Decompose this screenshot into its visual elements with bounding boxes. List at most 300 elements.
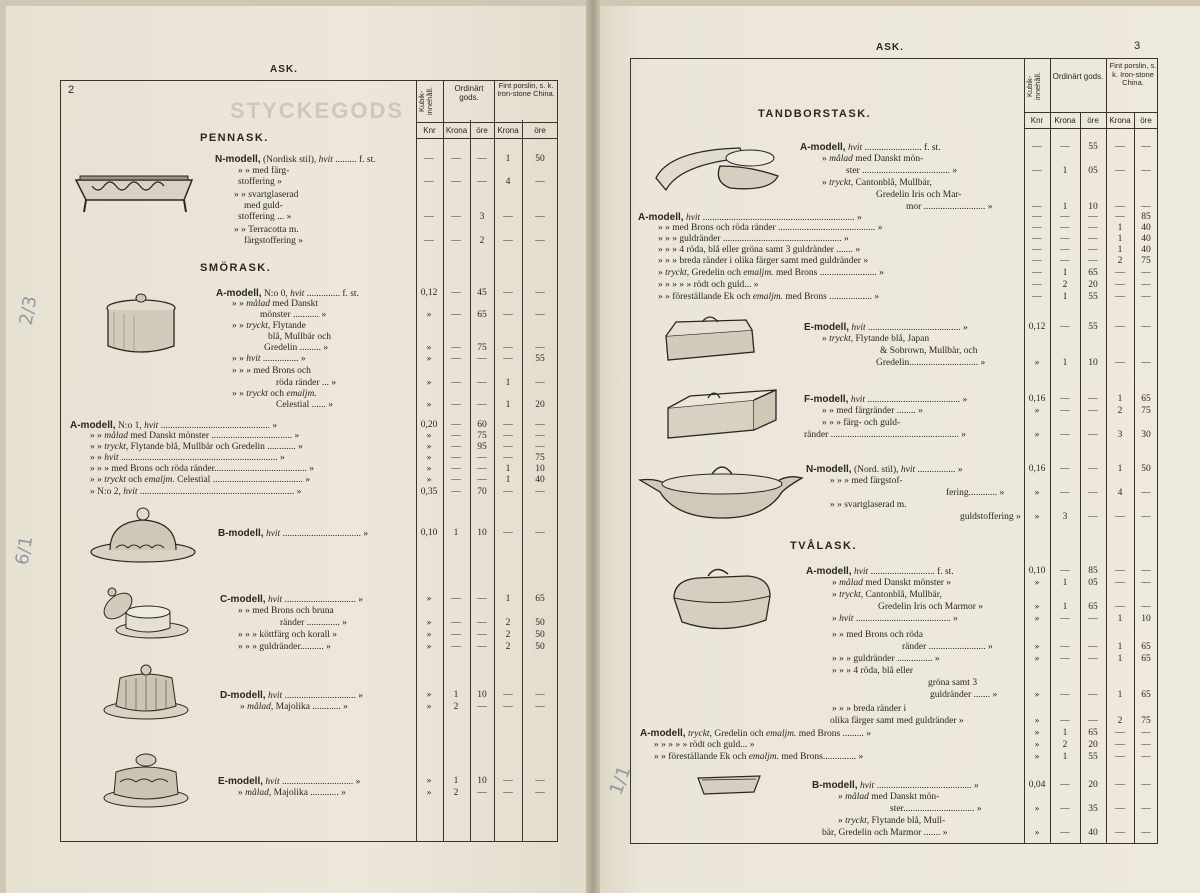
left-col-ordinary: Ordinärt gods. [454, 84, 484, 102]
price-cell: » [426, 354, 432, 364]
price-cell: 40 [535, 475, 545, 485]
price-cell: — [1060, 406, 1070, 416]
price-cell: » [426, 378, 432, 388]
item-description: Celestial ...... » [276, 400, 333, 410]
price-cell: — [1115, 358, 1125, 368]
price-cell: — [503, 343, 513, 353]
right-col-divider [1050, 58, 1051, 844]
price-cell: — [1060, 234, 1070, 244]
price-cell: » [1034, 602, 1040, 612]
price-cell: 2 [453, 788, 459, 798]
price-cell: 20 [1088, 780, 1098, 790]
item-description: » » tryckt och emaljm. Celestial ...................................... » [90, 475, 311, 485]
price-cell: — [451, 475, 461, 485]
price-cell: — [1115, 166, 1125, 176]
price-cell: 50 [535, 642, 545, 652]
price-cell: — [1088, 394, 1098, 404]
butter-dish-c-illustration [96, 584, 192, 644]
price-cell: 65 [1141, 654, 1151, 664]
left-col-divider [494, 80, 495, 842]
price-cell: » [426, 788, 432, 798]
butter-dish-d-illustration [100, 660, 192, 724]
price-cell: — [535, 177, 545, 187]
price-cell: — [1115, 752, 1125, 762]
right-col-ordinary: Ordinärt gods. [1052, 72, 1104, 81]
price-cell: — [1088, 642, 1098, 652]
price-cell: — [1115, 804, 1125, 814]
price-cell: — [1141, 578, 1151, 588]
price-cell: — [503, 442, 513, 452]
price-cell: 0,04 [1028, 780, 1046, 790]
item-description: » » Terracotta m. [234, 225, 299, 235]
price-cell: — [1088, 245, 1098, 255]
right-page-header: ASK. [876, 42, 904, 53]
item-description: stoffering » [238, 177, 282, 187]
price-cell: — [1060, 430, 1070, 440]
right-sub-col: Krona [1109, 116, 1131, 125]
price-cell: 45 [477, 288, 487, 298]
price-cell: — [1115, 578, 1125, 588]
price-cell: — [1088, 654, 1098, 664]
right-sub-col: öre [1140, 116, 1152, 125]
price-cell: — [535, 288, 545, 298]
item-description: blå, Mullbär och [268, 332, 332, 342]
price-cell: — [1032, 202, 1042, 212]
price-cell: 05 [1088, 166, 1098, 176]
price-cell: — [503, 212, 513, 222]
price-cell: — [535, 702, 545, 712]
price-cell: — [535, 343, 545, 353]
item-description: ränder ...................................................... » [804, 430, 967, 440]
price-cell: 2 [479, 236, 485, 246]
price-cell: 1 [1062, 602, 1068, 612]
item-description: » tryckt, Flytande blå, Japan [822, 334, 930, 344]
item-description: » » » färg- och guld- [822, 418, 901, 428]
item-description: » » svartglaserad m. [830, 500, 907, 510]
price-cell: — [1088, 488, 1098, 498]
item-description: » målad med Danskt mön- [822, 154, 924, 164]
price-cell: — [1060, 804, 1070, 814]
left-page-header: ASK. [270, 64, 298, 75]
price-cell: — [451, 594, 461, 604]
item-description: » » tryckt, Flytande [232, 321, 306, 331]
price-cell: 3 [1117, 430, 1123, 440]
price-cell: — [503, 788, 513, 798]
price-cell: — [1060, 654, 1070, 664]
section-title: TVÅLASK. [790, 540, 857, 552]
price-cell: 75 [535, 453, 545, 463]
price-cell: — [451, 642, 461, 652]
price-cell: — [1141, 202, 1151, 212]
price-cell: — [535, 431, 545, 441]
left-col-fine: Fint porslin, s. k. Iron-stone China. [497, 81, 555, 98]
price-cell: 0,10 [1028, 566, 1046, 576]
price-cell: — [1141, 142, 1151, 152]
item-description: » målad med Danskt mönster » [832, 578, 952, 588]
price-cell: 0,10 [420, 528, 438, 538]
price-cell: — [451, 487, 461, 497]
price-cell: — [1141, 828, 1151, 838]
item-description: » målad, Majolika ............ » [240, 702, 348, 712]
price-cell: — [1141, 602, 1151, 612]
price-cell: — [424, 177, 434, 187]
price-cell: — [1115, 292, 1125, 302]
toothbrush-box-f-illustration [664, 380, 780, 442]
price-cell: — [503, 702, 513, 712]
price-cell: — [1141, 728, 1151, 738]
price-cell: — [1060, 828, 1070, 838]
price-cell: — [477, 702, 487, 712]
price-cell: — [1088, 512, 1098, 522]
item-description: » » målad med Danskt mönster .................................. » [90, 431, 300, 441]
price-cell: » [1034, 804, 1040, 814]
price-cell: — [1088, 406, 1098, 416]
item-description: guldstoffering » [960, 512, 1021, 522]
price-cell: — [1032, 292, 1042, 302]
item-description: » » » guldränder.......... » [238, 642, 331, 652]
price-cell: 20 [535, 400, 545, 410]
price-cell: » [1034, 512, 1040, 522]
price-cell: 1 [1062, 292, 1068, 302]
item-description: » » » breda ränder i olika färger samt med guldränder » [658, 256, 869, 266]
price-cell: — [1115, 566, 1125, 576]
price-cell: 2 [1117, 716, 1123, 726]
item-description: fering............ » [946, 488, 1005, 498]
price-cell: — [477, 475, 487, 485]
item-description: A-modell, hvit ........................... f. st. [806, 566, 954, 577]
price-cell: — [535, 212, 545, 222]
item-description: färgstoffering » [244, 236, 304, 246]
item-description: bär, Gredelin och Marmor ....... » [822, 828, 948, 838]
price-cell: — [451, 236, 461, 246]
section-title: TANDBORSTASK. [758, 108, 872, 120]
price-cell: — [503, 487, 513, 497]
price-cell: 40 [1141, 234, 1151, 244]
price-cell: 55 [1088, 292, 1098, 302]
price-cell: — [451, 453, 461, 463]
price-cell: » [1034, 358, 1040, 368]
item-description: E-modell, hvit .............................. » [218, 776, 361, 787]
item-description: E-modell, hvit ....................................... » [804, 322, 968, 333]
left-sub-col: öre [476, 126, 488, 135]
price-cell: — [1141, 322, 1151, 332]
section-title: PENNASK. [200, 132, 269, 144]
price-cell: — [1088, 212, 1098, 222]
price-cell: 1 [505, 594, 511, 604]
price-cell: 3 [479, 212, 485, 222]
item-description: » » med färg- [238, 166, 290, 176]
right-colhead-rule [1024, 112, 1158, 113]
price-cell: — [1060, 223, 1070, 233]
price-cell: 65 [535, 594, 545, 604]
price-cell: 10 [1088, 358, 1098, 368]
price-cell: — [1115, 268, 1125, 278]
price-cell: — [477, 594, 487, 604]
item-description: » » » guldränder ............... » [832, 654, 940, 664]
price-cell: 75 [1141, 716, 1151, 726]
price-cell: — [451, 177, 461, 187]
item-description: C-modell, hvit .............................. » [220, 594, 363, 605]
item-description: med guld- [244, 201, 283, 211]
item-description: » » » köttfärg och korall » [238, 630, 338, 640]
item-description: » » » » » rödt och guld... » [658, 280, 759, 290]
price-cell: 1 [505, 475, 511, 485]
price-cell: » [1034, 430, 1040, 440]
price-cell: — [477, 618, 487, 628]
price-cell: 75 [477, 431, 487, 441]
price-cell: — [424, 212, 434, 222]
price-cell: — [1060, 394, 1070, 404]
price-cell: — [535, 528, 545, 538]
item-description: A-modell, tryckt, Gredelin och emaljm. med Brons ......... » [640, 728, 872, 739]
price-cell: — [535, 690, 545, 700]
price-cell: — [535, 487, 545, 497]
price-cell: — [477, 464, 487, 474]
price-cell: 0,20 [420, 420, 438, 430]
right-col-divider [1106, 58, 1107, 844]
soap-dish-a-illustration [668, 564, 776, 636]
pen-tray-illustration [72, 170, 196, 216]
price-cell: — [1141, 488, 1151, 498]
price-cell: — [1032, 268, 1042, 278]
price-cell: — [477, 630, 487, 640]
item-description: A-modell, hvit ........................ f. st. [800, 142, 941, 153]
price-cell: 1 [1117, 690, 1123, 700]
price-cell: 35 [1088, 804, 1098, 814]
price-cell: — [477, 154, 487, 164]
price-cell: — [503, 354, 513, 364]
price-cell: — [1060, 256, 1070, 266]
price-cell: 65 [1141, 394, 1151, 404]
price-cell: — [477, 378, 487, 388]
price-cell: — [1115, 212, 1125, 222]
price-cell: » [426, 442, 432, 452]
right-sub-col: öre [1087, 116, 1099, 125]
item-description: B-modell, hvit ........................................ » [812, 780, 979, 791]
price-cell: — [1060, 780, 1070, 790]
item-description: » » » 4 röda, blå eller gröna samt 3 guldränder ....... » [658, 245, 861, 255]
price-cell: » [1034, 740, 1040, 750]
price-cell: » [426, 690, 432, 700]
price-cell: » [1034, 728, 1040, 738]
price-cell: — [535, 378, 545, 388]
price-cell: 20 [1088, 280, 1098, 290]
price-cell: — [451, 618, 461, 628]
right-sub-col: Krona [1054, 116, 1076, 125]
price-cell: 1 [1117, 245, 1123, 255]
item-description: » » tryckt, Flytande blå, Mullbär och Gredelin ............ » [90, 442, 303, 452]
item-description: Gredelin ......... » [264, 343, 329, 353]
item-description: guldränder ....... » [930, 690, 998, 700]
item-description: » » » 4 röda, blå eller [832, 666, 913, 676]
right-col-fine: Fint porslin, s. k. Iron-stone China. [1109, 61, 1157, 87]
price-cell: 75 [1141, 256, 1151, 266]
price-cell: 10 [1088, 202, 1098, 212]
price-cell: — [1060, 245, 1070, 255]
price-cell: — [1115, 512, 1125, 522]
price-cell: — [535, 236, 545, 246]
price-cell: 1 [1117, 234, 1123, 244]
price-cell: — [535, 310, 545, 320]
price-cell: — [477, 453, 487, 463]
price-cell: — [451, 288, 461, 298]
item-description: » » » » » rödt och guld... » [654, 740, 755, 750]
price-cell: » [426, 702, 432, 712]
price-cell: 0,16 [1028, 464, 1046, 474]
price-cell: — [1141, 780, 1151, 790]
price-cell: — [1088, 430, 1098, 440]
price-cell: — [1060, 642, 1070, 652]
item-description: » » » med Brons och röda ränder....................................... » [90, 464, 315, 474]
price-cell: — [451, 310, 461, 320]
price-cell: — [1060, 142, 1070, 152]
item-description: » tryckt, Gredelin och emaljm. med Brons ........................ » [658, 268, 884, 278]
price-cell: 40 [1088, 828, 1098, 838]
price-cell: 2 [1117, 406, 1123, 416]
price-cell: » [426, 618, 432, 628]
price-cell: — [1088, 464, 1098, 474]
item-description: » » » med färgstof- [830, 476, 903, 486]
price-cell: 65 [477, 310, 487, 320]
pencil-mark: 6/1 [11, 534, 38, 567]
item-description: » » med Brons och röda [832, 630, 924, 640]
left-col-volume: Kubik-innehåll. [417, 87, 434, 115]
price-cell: — [1060, 212, 1070, 222]
price-cell: 1 [1062, 752, 1068, 762]
item-description: ster ..................................... » [846, 166, 958, 176]
item-description: » » föreställande Ek och emaljm. med Brons.............. » [654, 752, 864, 762]
item-description: » tryckt, Flytande blå, Mull- [838, 816, 946, 826]
price-cell: — [1032, 223, 1042, 233]
price-cell: — [535, 420, 545, 430]
price-cell: 1 [505, 378, 511, 388]
price-cell: 2 [1062, 280, 1068, 290]
price-cell: — [503, 236, 513, 246]
item-description: » » svartglaserad [234, 190, 299, 200]
price-cell: — [451, 420, 461, 430]
price-cell: — [503, 310, 513, 320]
price-cell: 1 [1062, 202, 1068, 212]
price-cell: 50 [535, 630, 545, 640]
price-cell: 1 [505, 400, 511, 410]
price-cell: — [1032, 256, 1042, 266]
item-description: A-modell, hvit ................................................................ » [638, 212, 862, 223]
price-cell: 1 [1062, 728, 1068, 738]
price-cell: — [503, 431, 513, 441]
left-col-divider [522, 120, 523, 842]
item-description: » » med Brons och röda ränder ......................................... » [658, 223, 883, 233]
price-cell: — [1088, 690, 1098, 700]
item-description: » » målad med Danskt [232, 299, 319, 309]
left-sub-col: öre [534, 126, 546, 135]
item-description: Gredelin Iris och Mar- [876, 190, 962, 200]
butter-dish-a-illustration [100, 288, 182, 356]
price-cell: — [477, 788, 487, 798]
price-cell: — [1115, 142, 1125, 152]
item-description: » tryckt, Cantonblå, Mullbär, [832, 590, 942, 600]
price-cell: 2 [1062, 740, 1068, 750]
price-cell: — [1060, 566, 1070, 576]
price-cell: — [503, 776, 513, 786]
price-cell: — [1141, 280, 1151, 290]
price-cell: — [1088, 614, 1098, 624]
left-ghost-text: STYCKEGODS [230, 98, 405, 123]
left-sub-col: Knr [423, 126, 436, 135]
price-cell: 10 [535, 464, 545, 474]
price-cell: — [1088, 256, 1098, 266]
price-cell: 05 [1088, 578, 1098, 588]
price-cell: 65 [1088, 268, 1098, 278]
toothbrush-box-e-illustration [662, 312, 758, 366]
price-cell: 65 [1141, 690, 1151, 700]
price-cell: — [503, 420, 513, 430]
price-cell: 1 [1117, 394, 1123, 404]
price-cell: — [1115, 280, 1125, 290]
price-cell: 0,12 [1028, 322, 1046, 332]
price-cell: 0,16 [1028, 394, 1046, 404]
price-cell: — [1141, 268, 1151, 278]
item-description: » » » breda ränder i [832, 704, 907, 714]
item-description: F-modell, hvit ....................................... » [804, 394, 968, 405]
price-cell: — [1088, 716, 1098, 726]
price-cell: — [451, 630, 461, 640]
price-cell: 1 [453, 690, 459, 700]
price-cell: » [426, 453, 432, 463]
price-cell: — [451, 400, 461, 410]
price-cell: — [1060, 614, 1070, 624]
price-cell: — [451, 212, 461, 222]
item-description: » N:o 2, hvit ................................................................. » [90, 487, 302, 497]
item-description: » hvit ........................................ » [832, 614, 958, 624]
pencil-mark: 1/1 [605, 763, 636, 798]
left-header-rule [60, 80, 558, 81]
soap-dish-b-illustration [694, 770, 764, 798]
toothbrush-box-a-illustration [650, 136, 784, 200]
price-cell: 55 [1088, 322, 1098, 332]
price-cell: — [1060, 690, 1070, 700]
item-description: » » » med Brons och [232, 366, 311, 376]
item-description: & Sobrown, Mullbär, och [880, 346, 978, 356]
price-cell: — [1141, 292, 1151, 302]
price-cell: — [1141, 804, 1151, 814]
price-cell: — [451, 343, 461, 353]
price-cell: — [1141, 566, 1151, 576]
price-cell: — [451, 354, 461, 364]
price-cell: — [1032, 245, 1042, 255]
item-description: » » » guldränder .................................................. » [658, 234, 849, 244]
price-cell: — [535, 776, 545, 786]
price-cell: 1 [505, 154, 511, 164]
price-cell: — [1141, 166, 1151, 176]
item-description: » » med Brons och bruna [238, 606, 334, 616]
price-cell: — [503, 528, 513, 538]
price-cell: » [426, 310, 432, 320]
price-cell: — [451, 442, 461, 452]
price-cell: 0,35 [420, 487, 438, 497]
price-cell: 1 [505, 464, 511, 474]
price-cell: » [426, 431, 432, 441]
item-description: » målad med Danskt mön- [838, 792, 940, 802]
price-cell: — [451, 154, 461, 164]
price-cell: 1 [1062, 358, 1068, 368]
price-cell: 1 [1117, 464, 1123, 474]
item-description: » tryckt, Cantonblå, Mullbär, [822, 178, 932, 188]
price-cell: 10 [1141, 614, 1151, 624]
item-description: Gredelin............................. » [876, 358, 986, 368]
right-colhead-rule [1024, 128, 1158, 129]
price-cell: 10 [477, 690, 487, 700]
price-cell: 95 [477, 442, 487, 452]
